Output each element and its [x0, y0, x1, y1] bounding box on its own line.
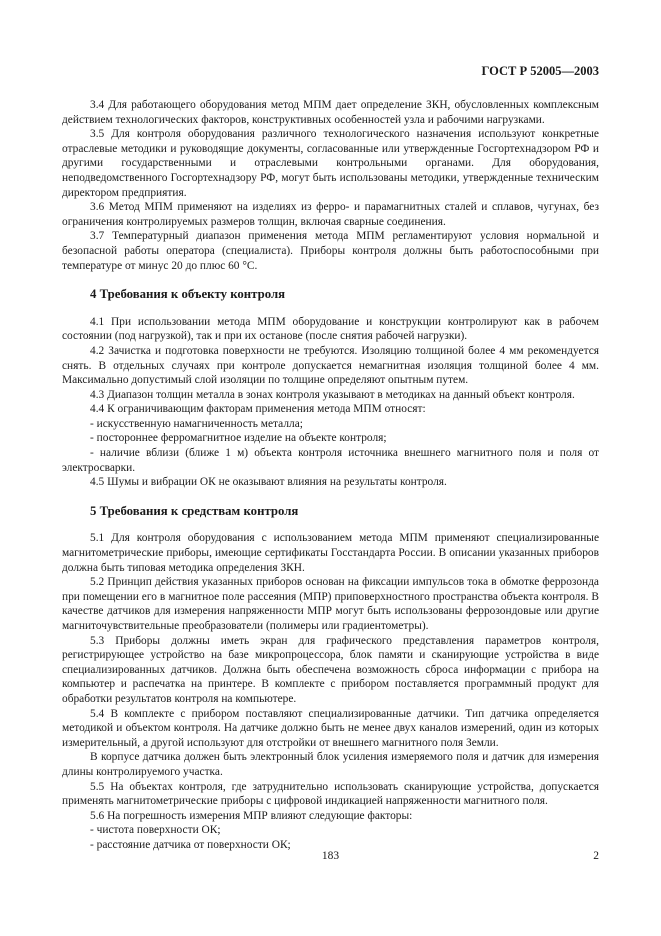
sheet-number: 2 — [593, 850, 599, 862]
page-number: 183 — [321, 850, 340, 862]
paragraph-5-1: 5.1 Для контроля оборудования с использованием метода МПМ применяют специализированные магнитометрические приборы, имеющие сертификаты Госстандарта России. В описании указанных приборов должна быть типовая методика определения ЗКН. — [62, 532, 599, 574]
list-item: - чистота поверхности ОК; — [90, 824, 221, 837]
paragraph-5-2: 5.2 Принцип действия указанных приборов основан на фиксации импульсов тока в обмотке феррозонда при помещении его в магнитное поле рассеяния (МПР) приповерхностного пространства объекта контроля. В качестве датчиков для измерения напряженности МПР могут быть использованы феррозондовые или другие магниточувствительные преобразователи (полимеры или градиентометры). — [62, 576, 599, 632]
paragraph-5-3: 5.3 Приборы должны иметь экран для графического представления параметров контроля, регистрирующее устройство на базе микропроцессора, блок памяти и сканирующие устройства в виде специализированных датчиков. Должна быть обеспечена возможность сброса информации с прибора на компьютер и распечатка на принтере. В комплекте с прибором поставляется программный продукт для обработки результатов контроля на компьютере. — [62, 634, 599, 705]
list-item: - постороннее ферромагнитное изделие на объекте контроля; — [90, 432, 387, 445]
paragraph-3-7: 3.7 Температурный диапазон применения метода МПМ регламентируют условия нормальной и безопасной работы оператора (специалиста). Приборы контроля должны быть работоспособными при температуре от минус 20 до плюс 60 °С. — [62, 230, 599, 272]
list-item: - расстояние датчика от поверхности ОК; — [90, 838, 291, 851]
paragraph-4-5: 4.5 Шумы и вибрации ОК не оказывают влияния на результаты контроля. — [90, 476, 447, 489]
list-item: - наличие вблизи (ближе 1 м) объекта контроля источника внешнего магнитного поля и поля от электросварки. — [62, 447, 599, 474]
paragraph-4-1: 4.1 При использовании метода МПМ оборудование и конструкции контролируют как в рабочем состоянии (под нагрузкой), так и при их останове (после снятия рабочей нагрузки). — [62, 315, 599, 343]
paragraph-5-5: 5.5 На объектах контроля, где затруднительно использовать сканирующие устройства, допускается применять магнитометрические приборы с цифровой индикацией напряженности магнитного поля. — [62, 780, 599, 808]
paragraph-3-5: 3.5 Для контроля оборудования различного технологического назначения используют конкретные отраслевые методики и руководящие документы, согласованные или утвержденные Госгортехнадзором РФ и другими государственными и отраслевыми контрольными органами. Для оборудования, неподведомственного Госгортехнадзору РФ, могут быть использованы методики, утвержденные техническим директором предприятия. — [62, 128, 599, 199]
document-code: ГОСТ Р 52005—2003 — [481, 64, 599, 78]
paragraph-3-4: 3.4 Для работающего оборудования метод МПМ дает определение ЗКН, обусловленных комплексным действием технологических факторов, конструктивных особенностей узла и рабочими нагрузками. — [62, 99, 599, 126]
paragraph-4-4: 4.4 К ограничивающим факторам применения метода МПМ относят: — [90, 403, 426, 416]
section-heading-5: 5 Требования к средствам контроля — [90, 503, 299, 518]
paragraph-5-6: 5.6 На погрешность измерения МПР влияют следующие факторы: — [90, 809, 413, 822]
paragraph-5-4: 5.4 В комплекте с прибором поставляют специализированные датчики. Тип датчика определяется методикой и объектом контроля. На датчике должно быть не менее двух каналов измерений, один из которых измерительный, а другой используют для отстройки от внешнего магнитного поля Земли. — [62, 707, 599, 749]
paragraph-3-6: 3.6 Метод МПМ применяют на изделиях из ферро- и парамагнитных сталей и сплавов, чугунах, без ограничения контролируемых размеров толщин, включая сварные соединения. — [62, 201, 599, 228]
paragraph-5-4-continued: В корпусе датчика должен быть электронный блок усиления измеряемого поля и датчик для измерения длины контролируемого участка. — [62, 751, 599, 778]
document-body — [62, 98, 599, 853]
paragraph-4-2: 4.2 Зачистка и подготовка поверхности не требуются. Изоляцию толщиной более 4 мм рекомендуется снять. В отдельных случаях при контроле допускается немагнитная изоляция толщиной более 4 мм. Максимально допустимый слой изоляции по толщине определяют опытным путем. — [62, 344, 599, 387]
list-item: - искусственную намагниченность металла; — [90, 417, 303, 430]
section-heading-4: 4 Требования к объекту контроля — [90, 287, 286, 302]
paragraph-4-3: 4.3 Диапазон толщин металла в зонах контроля указывают в методиках на данный объект контроля. — [90, 388, 575, 401]
